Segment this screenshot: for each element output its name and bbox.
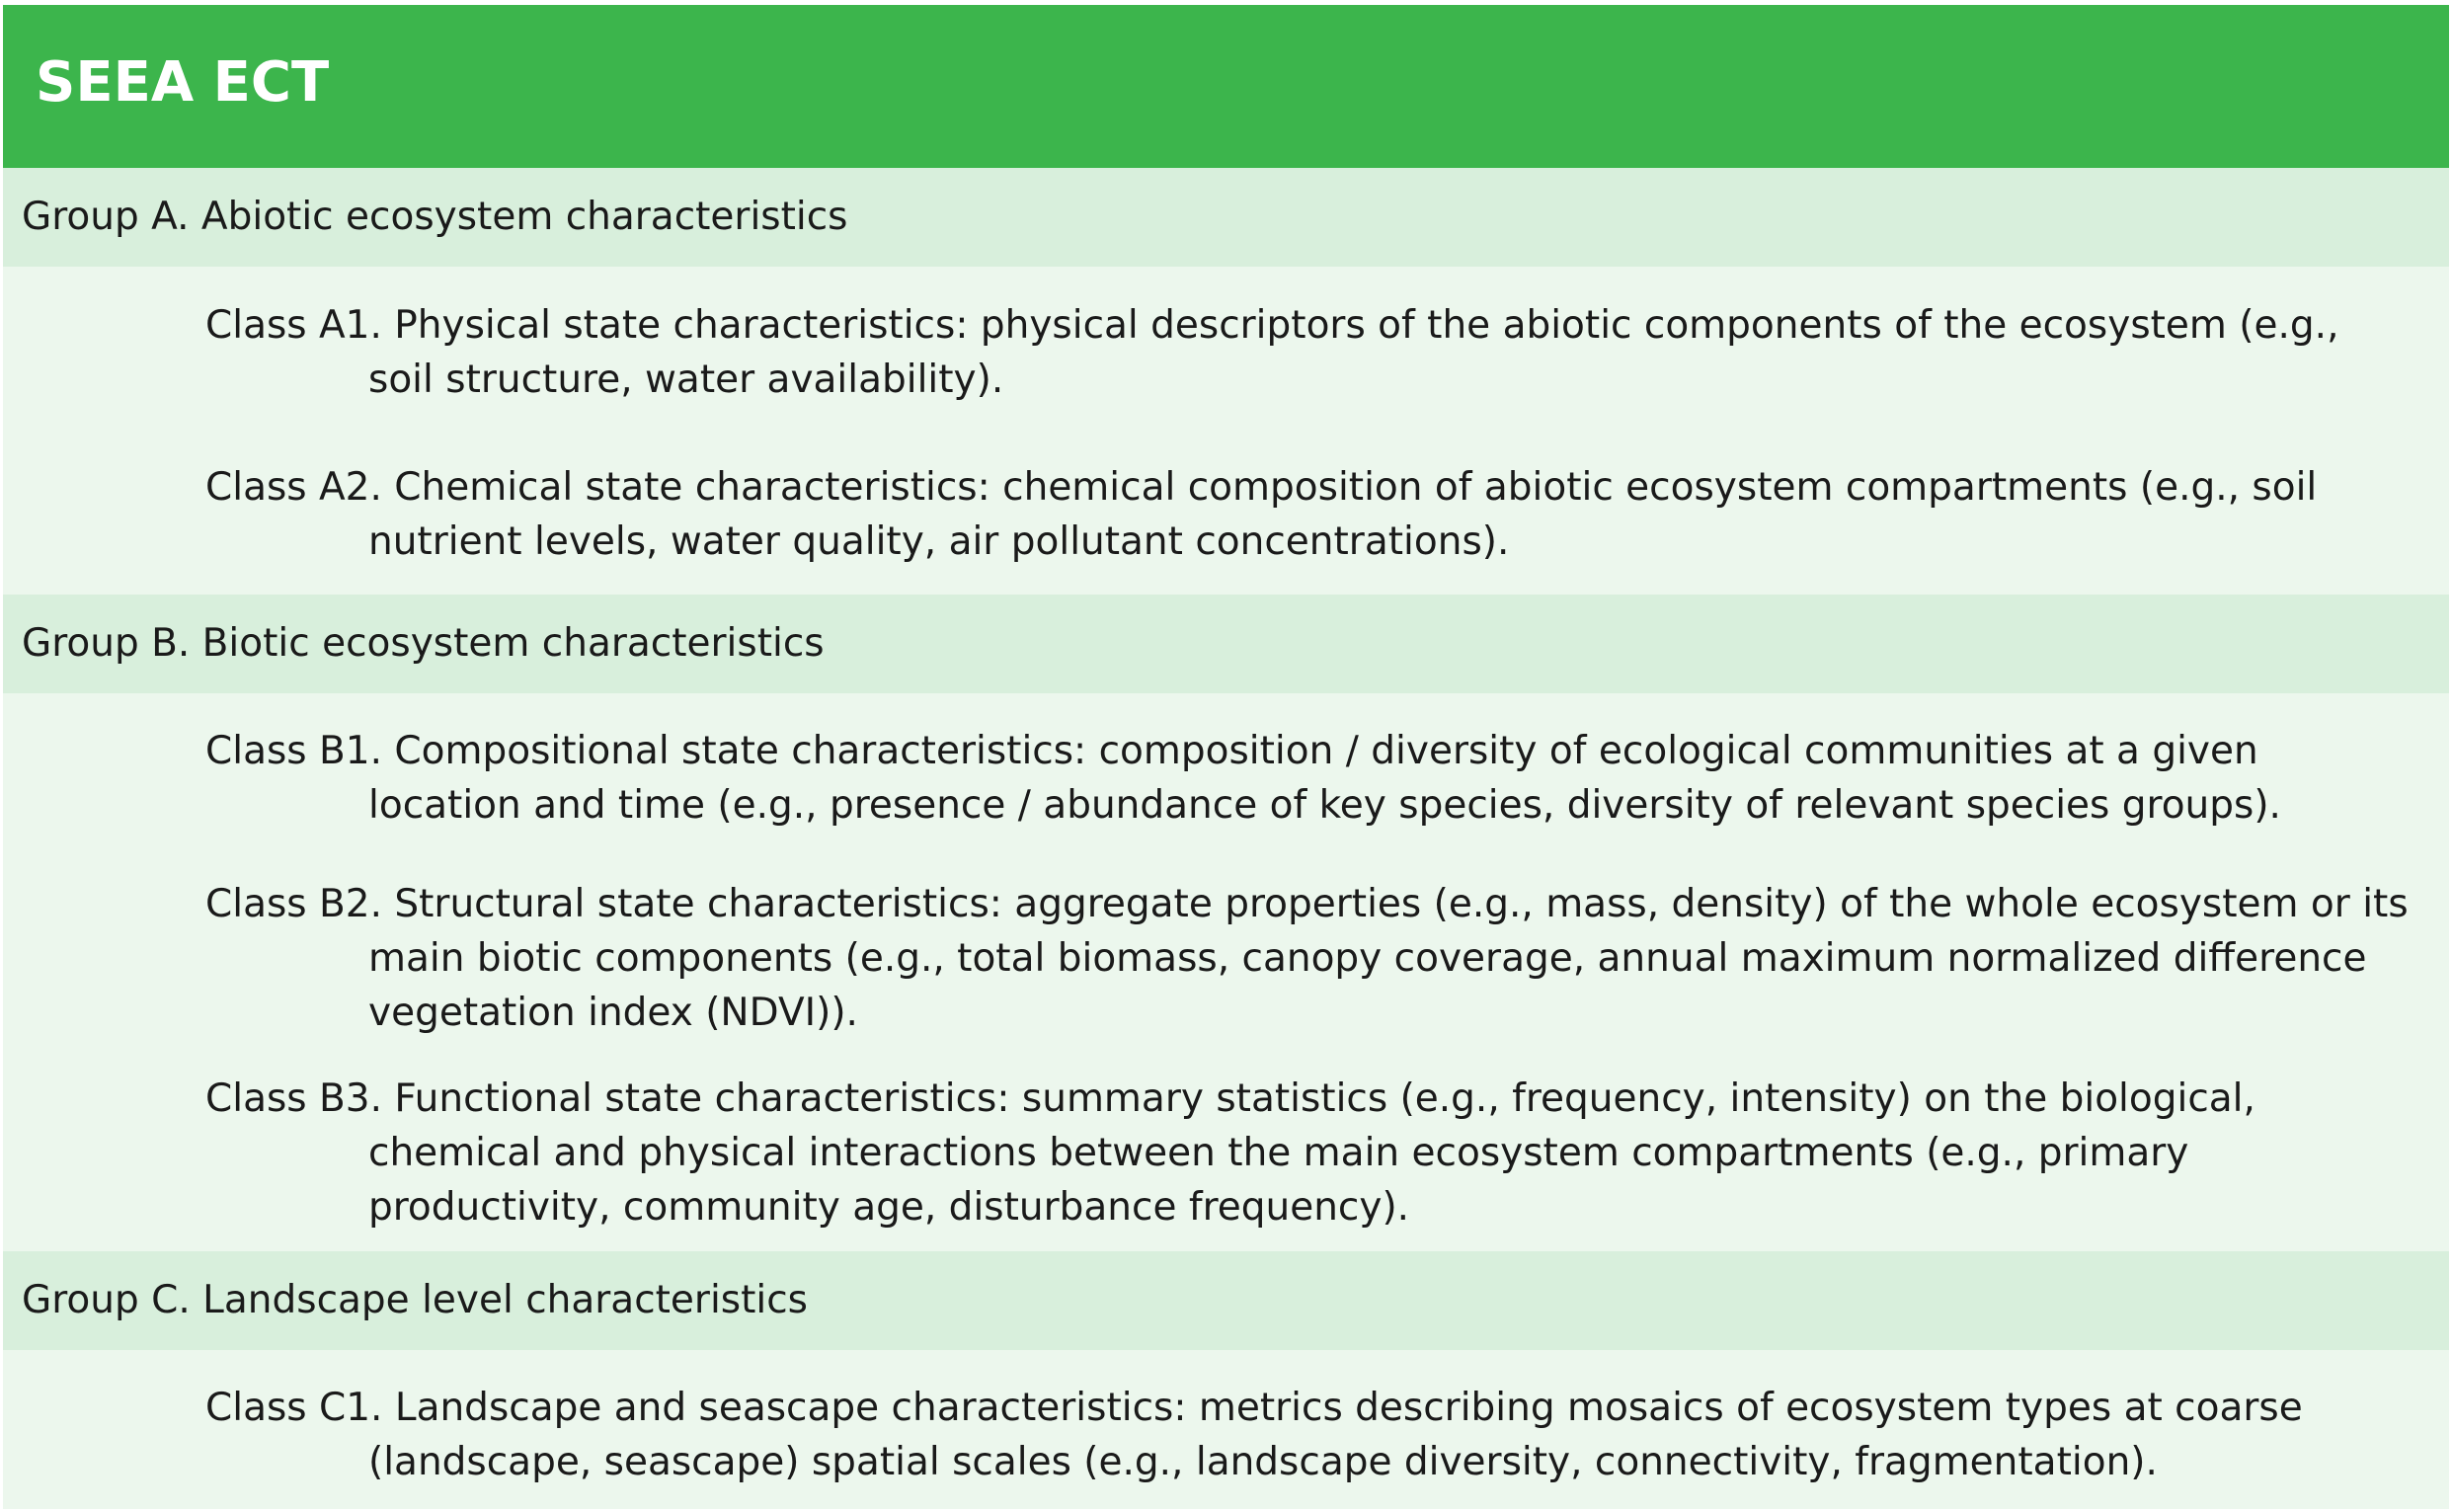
class-line: productivity, community age, disturbance frequency). bbox=[368, 1185, 1410, 1230]
class-line: nutrient levels, water quality, air pollutant concentrations). bbox=[368, 519, 1510, 564]
class-line: Class A2. Chemical state characteristics: chemical composition of abiotic ecosystem compartments (e.g., soil bbox=[205, 465, 2318, 510]
seea-ect-table bbox=[3, 5, 2449, 1509]
group-row-c bbox=[3, 1251, 2449, 1350]
page-title: SEEA ECT bbox=[36, 50, 330, 115]
class-line: chemical and physical interactions between the main ecosystem compartments (e.g., primary bbox=[368, 1131, 2189, 1175]
class-line: main biotic components (e.g., total biomass, canopy coverage, annual maximum normalized difference bbox=[368, 936, 2367, 981]
group-row-a bbox=[3, 168, 2449, 267]
class-line: location and time (e.g., presence / abundance of key species, diversity of relevant species groups). bbox=[368, 783, 2281, 828]
class-line: vegetation index (NDVI)). bbox=[368, 991, 858, 1035]
class-line: soil structure, water availability). bbox=[368, 358, 1004, 402]
class-line: (landscape, seascape) spatial scales (e.g., landscape diversity, connectivity, fragmentation). bbox=[368, 1440, 2158, 1484]
group-row-b bbox=[3, 595, 2449, 693]
group-label: Group C. Landscape level characteristics bbox=[22, 1278, 808, 1322]
class-line: Class B2. Structural state characteristics: aggregate properties (e.g., mass, density) of the whole ecosystem or its bbox=[205, 882, 2409, 926]
class-item-c1 bbox=[205, 1381, 2417, 1489]
class-item-b2 bbox=[205, 877, 2417, 1040]
class-item-b3 bbox=[205, 1072, 2417, 1234]
class-line: Class B1. Compositional state characteristics: composition / diversity of ecological communities at a given bbox=[205, 729, 2258, 773]
class-line: Class A1. Physical state characteristics: physical descriptors of the abiotic components of the ecosystem (e.g., bbox=[205, 303, 2339, 348]
group-label: Group B. Biotic ecosystem characteristics bbox=[22, 621, 825, 666]
class-item-a1 bbox=[205, 298, 2417, 407]
class-line: Class B3. Functional state characteristics: summary statistics (e.g., frequency, intensity) on the biological, bbox=[205, 1076, 2255, 1121]
class-item-a2 bbox=[205, 460, 2417, 569]
group-label: Group A. Abiotic ecosystem characteristics bbox=[22, 195, 848, 239]
class-line: Class C1. Landscape and seascape characteristics: metrics describing mosaics of ecosystem types at coarse bbox=[205, 1386, 2303, 1430]
class-item-b1 bbox=[205, 724, 2417, 833]
table-header bbox=[3, 5, 2449, 168]
